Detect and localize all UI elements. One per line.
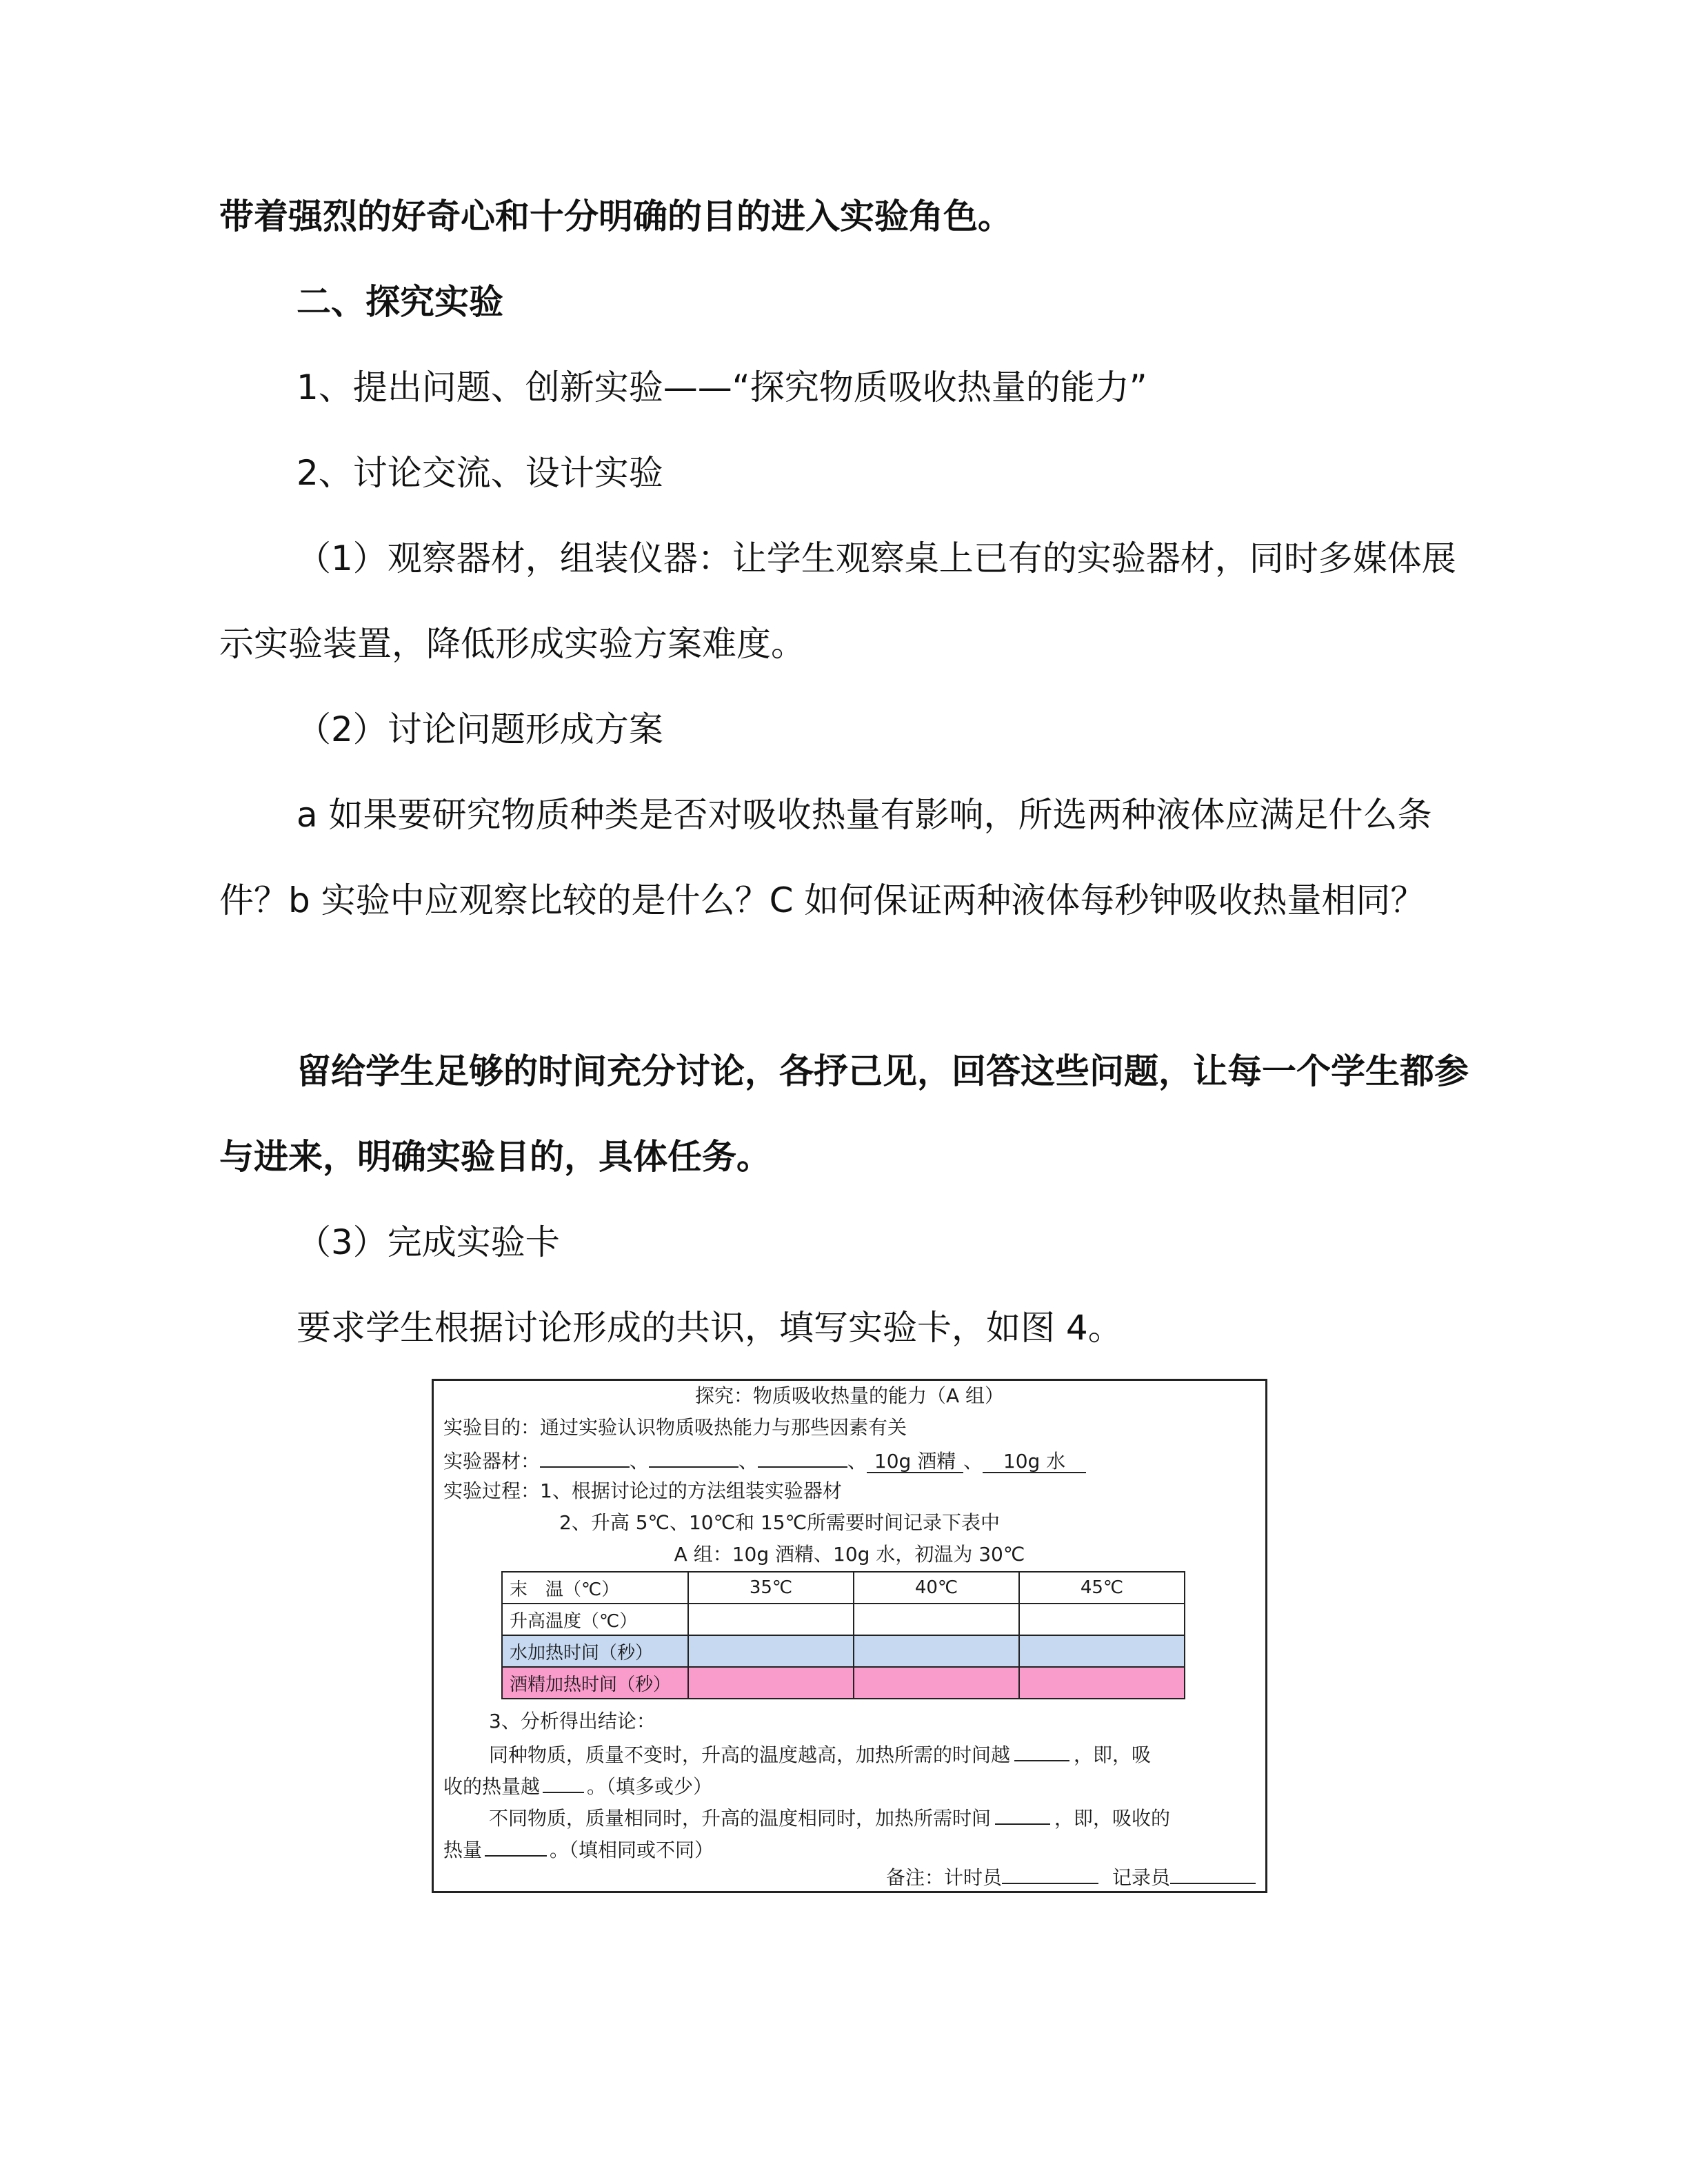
equipment-blank-1[interactable] [540, 1446, 630, 1468]
equipment-separator: 、 [847, 1450, 867, 1473]
table-cell[interactable] [1019, 1635, 1185, 1667]
sub-heading-discuss: （2）讨论问题形成方案 [297, 709, 663, 749]
table-cell[interactable] [854, 1604, 1019, 1635]
process-step-2: 2、升高 5℃、10℃和 15℃所需要时间记录下表中 [559, 1511, 1001, 1534]
conclusion-1-blank[interactable] [1014, 1739, 1069, 1761]
paragraph-continuation: 带着强烈的好奇心和十分明确的目的进入实验角色。 [219, 196, 1012, 236]
table-cell[interactable] [688, 1604, 854, 1635]
card-note [886, 1862, 1256, 1892]
equipment-blank-3[interactable] [758, 1446, 847, 1468]
section-heading: 二、探究实验 [297, 282, 503, 322]
table-header-row [502, 1572, 1185, 1604]
row-label-water: 水加热时间（秒） [502, 1635, 688, 1667]
card-purpose: 实验目的：通过实验认识物质吸热能力与那些因素有关 [443, 1416, 907, 1439]
table-cell[interactable] [1019, 1667, 1185, 1699]
conclusion-2-blank-2[interactable] [485, 1834, 547, 1857]
paragraph-card-intro: 要求学生根据讨论形成的共识，填写实验卡，如图 4。 [297, 1308, 1123, 1348]
row-label-rise: 升高温度（℃） [502, 1604, 688, 1635]
step-1-heading: 1、提出问题、创新实验——“探究物质吸收热量的能力” [297, 367, 1147, 407]
row-label-alcohol: 酒精加热时间（秒） [502, 1667, 688, 1699]
conclusion-2-text-2: 热量 [443, 1839, 483, 1861]
conclusion-2-text: 不同物质，质量相同时，升高的温度相同时，加热所需时间 [489, 1807, 992, 1830]
process-label: 实验过程： [443, 1479, 541, 1502]
group-caption: A 组：10g 酒精、10g 水，初温为 30℃ [674, 1543, 1025, 1566]
table-cell[interactable] [688, 1635, 854, 1667]
card-process [443, 1477, 842, 1505]
header-45: 45℃ [1019, 1572, 1185, 1604]
card-title: 探究：物质吸收热量的能力（A 组） [694, 1384, 1005, 1407]
table-cell[interactable] [854, 1667, 1019, 1699]
recorder-label: 记录员 [1112, 1866, 1170, 1889]
conclusion-1-line-2 [443, 1771, 712, 1801]
equipment-separator: 、 [630, 1450, 650, 1473]
table-cell[interactable] [688, 1667, 854, 1699]
table-row-water [502, 1635, 1185, 1667]
card-equipment [443, 1446, 1086, 1475]
header-35: 35℃ [688, 1572, 854, 1604]
table-row-rise [502, 1604, 1185, 1635]
conclusion-1-text: 同种物质，质量不变时，升高的温度越高，加热所需的时间越 [489, 1743, 1011, 1766]
table-row-alcohol [502, 1667, 1185, 1699]
paragraph-observe: （1）观察器材，组装仪器：让学生观察桌上已有的实验器材，同时多媒体展示实验装置，降低形成实验方案难度。 [219, 538, 1456, 664]
equipment-separator: 、 [738, 1450, 758, 1473]
conclusion-1-hint: 。（填多或少） [587, 1775, 713, 1798]
timer-label: 备注：计时员 [885, 1866, 1002, 1889]
paragraph-questions: a 如果要研究物质种类是否对吸收热量有影响，所选两种液体应满足什么条件？b 实验中应观察比较的是什么？C 如何保证两种液体每秒钟吸收热量相同？ [219, 795, 1432, 920]
recorder-blank[interactable] [1170, 1862, 1256, 1884]
process-step-1: 1、根据讨论过的方法组装实验器材 [540, 1479, 842, 1502]
equipment-water: 10g 水 [983, 1451, 1086, 1473]
conclusion-2-line-2 [443, 1834, 714, 1864]
equipment-label: 实验器材： [443, 1450, 541, 1473]
conclusion-2-hint: 。（填相同或不同） [550, 1839, 714, 1861]
data-table [501, 1571, 1185, 1699]
equipment-blank-2[interactable] [649, 1446, 738, 1468]
conclusion-1-line-1 [489, 1739, 1151, 1769]
step-2-heading: 2、讨论交流、设计实验 [297, 453, 663, 493]
paragraph-discussion: 留给学生足够的时间充分讨论，各抒己见，回答这些问题，让每一个学生都参与进来，明确实验目的，具体任务。 [219, 1051, 1469, 1177]
conclusion-2-tail: ，即，吸收的 [1054, 1807, 1171, 1830]
table-cell[interactable] [1019, 1604, 1185, 1635]
conclusion-1-blank-2[interactable] [543, 1771, 584, 1793]
equipment-alcohol: 10g 酒精 [867, 1451, 963, 1473]
experiment-card [432, 1379, 1267, 1893]
equipment-separator: 、 [963, 1450, 983, 1473]
conclusion-1-text-2: 收的热量越 [443, 1775, 541, 1798]
header-final-temp: 末 温（℃） [502, 1572, 688, 1604]
header-40: 40℃ [854, 1572, 1019, 1604]
conclusion-2-blank[interactable] [995, 1803, 1050, 1825]
table-cell[interactable] [854, 1635, 1019, 1667]
timer-blank[interactable] [1002, 1862, 1098, 1884]
conclusion-1-tail: ，即，吸 [1074, 1743, 1152, 1766]
conclusion-title: 3、分析得出结论： [489, 1710, 656, 1732]
sub-heading-card: （3）完成实验卡 [297, 1222, 560, 1262]
conclusion-2-line-1 [489, 1803, 1170, 1832]
